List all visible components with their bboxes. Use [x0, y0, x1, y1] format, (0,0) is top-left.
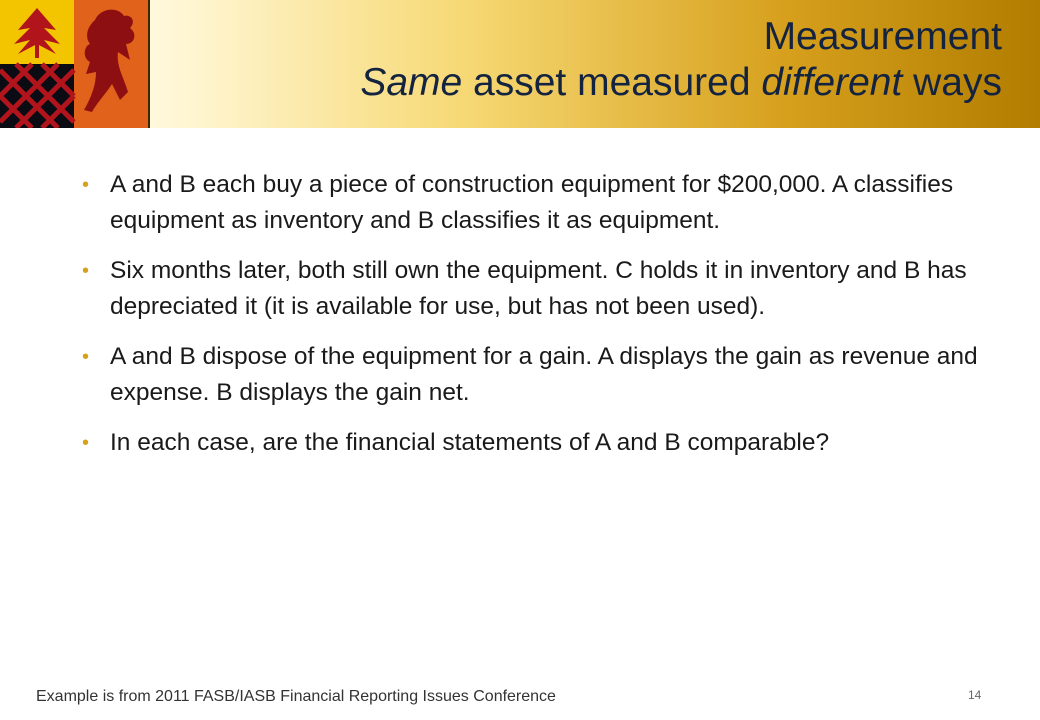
title-subtitle-emphasis-2: different [761, 61, 903, 104]
bullet-dot-icon: • [82, 260, 90, 282]
bullet-dot-icon: • [82, 174, 90, 196]
title-subtitle [360, 60, 1002, 106]
bullet-dot-icon: • [82, 346, 90, 368]
bullet-item [80, 425, 980, 461]
title-subtitle-text-1: asset measured [462, 61, 762, 104]
bullet-text: A and B each buy a piece of construction equipment for $200,000. A classifies equipment as inventory and B classifies it as equipment. [110, 171, 954, 234]
title-subtitle-emphasis-1: Same [360, 61, 463, 104]
bullet-text: A and B dispose of the equipment for a gain. A displays the gain as revenue and expense. B displays the gain net. [110, 343, 978, 406]
page-number: 14 [968, 688, 982, 702]
slide-title [360, 14, 1002, 106]
bullet-item [80, 167, 980, 239]
title-subtitle-text-2: ways [902, 61, 1002, 104]
title-main: Measurement [763, 15, 1002, 58]
bullet-item [80, 253, 980, 325]
bullet-list [80, 167, 980, 475]
university-crest-icon [0, 0, 150, 128]
bullet-dot-icon: • [82, 432, 90, 454]
bullet-text: Six months later, both still own the equipment. C holds it in inventory and B has depreciated it (it is available for use, but has not been used). [110, 257, 967, 320]
source-note: Example is from 2011 FASB/IASB Financial Reporting Issues Conference [36, 688, 556, 705]
slide-header [0, 0, 1040, 128]
bullet-item [80, 339, 980, 411]
bullet-text: In each case, are the financial statements of A and B comparable? [110, 429, 830, 456]
